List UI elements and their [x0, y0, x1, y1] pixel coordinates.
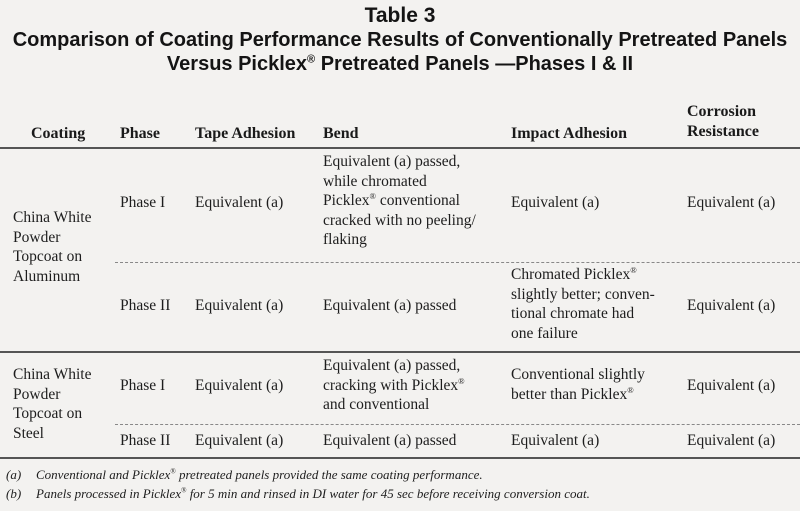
caption-post: Pretreated Panels —Phases I & II: [315, 53, 634, 75]
row-divider-steel: [115, 424, 800, 425]
table-caption-line-2: [0, 52, 800, 76]
bend-line: Equivalent (a) passed,: [323, 153, 461, 170]
impact-line: Conventional slightly: [511, 366, 645, 383]
coating-cell-aluminum: [13, 208, 92, 286]
coating-line: Powder: [13, 385, 61, 403]
corrosion-cell: Equivalent (a): [687, 432, 776, 449]
impact-cell: Equivalent (a): [511, 194, 600, 211]
corrosion-cell: Equivalent (a): [687, 377, 776, 394]
registered-mark: ®: [627, 384, 634, 395]
header-corrosion-line-2: Resistance: [687, 123, 759, 140]
header-bend: Bend: [323, 125, 359, 142]
impact-line: slightly better; conven-: [511, 285, 655, 303]
bend-cell: [323, 356, 465, 415]
registered-mark: ®: [630, 264, 637, 275]
row-divider-aluminum: [115, 262, 800, 263]
bend-cell: Equivalent (a) passed: [323, 297, 457, 314]
impact-cell: [511, 265, 655, 343]
table-caption-line-1: Comparison of Coating Performance Results of Conventionally Pretreated Panels: [12, 29, 788, 51]
footnote-text: Conventional and Picklex® pretreated panels provided the same coating performance.: [36, 467, 483, 482]
impact-line: one failure: [511, 324, 578, 342]
coating-line: Topcoat on: [13, 405, 83, 422]
impact-cell: [511, 365, 645, 404]
bend-line: cracking with Picklex®: [323, 375, 465, 394]
coating-line: Steel: [13, 424, 44, 442]
header-corrosion-line-1: Corrosion: [687, 103, 757, 120]
footnote-label: (a): [6, 467, 22, 482]
corrosion-cell: Equivalent (a): [687, 194, 776, 211]
table-number: Table 3: [364, 4, 436, 27]
impact-line: tional chromate had: [511, 305, 635, 322]
coating-line: China White: [13, 366, 92, 383]
header-rule: [0, 147, 800, 149]
registered-mark: ®: [369, 190, 376, 201]
impact-line: better than Picklex®: [511, 384, 634, 403]
header-corrosion-resistance: [687, 102, 759, 142]
phase-cell: Phase I: [120, 194, 166, 211]
phase-cell: Phase II: [120, 297, 171, 314]
table-bottom-rule: [0, 457, 800, 459]
bend-line: cracked with no peeling/: [323, 211, 476, 229]
header-coating: Coating: [31, 125, 86, 142]
header-phase: Phase: [120, 125, 160, 142]
bend-cell: [323, 152, 476, 250]
bend-cell: Equivalent (a) passed: [323, 432, 457, 449]
coating-line: Powder: [13, 228, 61, 246]
bend-line: flaking: [323, 231, 367, 248]
coating-line: Topcoat on: [13, 248, 83, 265]
corrosion-cell: Equivalent (a): [687, 297, 776, 314]
impact-line: Chromated Picklex®: [511, 264, 637, 283]
tape-cell: Equivalent (a): [195, 432, 284, 449]
tape-cell: Equivalent (a): [195, 377, 284, 394]
coating-line: China White: [13, 209, 92, 226]
footnote-a: [6, 466, 483, 483]
phase-cell: Phase I: [120, 377, 166, 394]
registered-mark: ®: [181, 486, 187, 495]
footnote-label: (b): [6, 486, 22, 501]
registered-mark: ®: [170, 467, 176, 476]
bend-line: Equivalent (a) passed,: [323, 357, 461, 374]
footnote-text: Panels processed in Picklex® for 5 min and rinsed in DI water for 45 sec before receiving conversion coat.: [36, 486, 590, 501]
header-impact-adhesion: Impact Adhesion: [511, 125, 628, 142]
bend-line: while chromated: [323, 172, 427, 190]
phase-cell: Phase II: [120, 432, 171, 449]
footnote-b: [6, 485, 590, 502]
registered-mark: ®: [458, 375, 465, 386]
coating-line: Aluminum: [13, 267, 81, 285]
bend-line: Picklex® conventional: [323, 190, 460, 209]
impact-cell: Equivalent (a): [511, 432, 600, 449]
bend-line: and conventional: [323, 396, 430, 413]
header-tape-adhesion: Tape Adhesion: [195, 125, 296, 142]
registered-mark: ®: [307, 53, 316, 66]
table-title: [0, 4, 800, 76]
coating-cell-steel: [13, 365, 92, 443]
tape-cell: Equivalent (a): [195, 297, 284, 314]
caption-pre: Versus Picklex: [166, 53, 308, 75]
group-divider: [0, 351, 800, 353]
tape-cell: Equivalent (a): [195, 194, 284, 211]
